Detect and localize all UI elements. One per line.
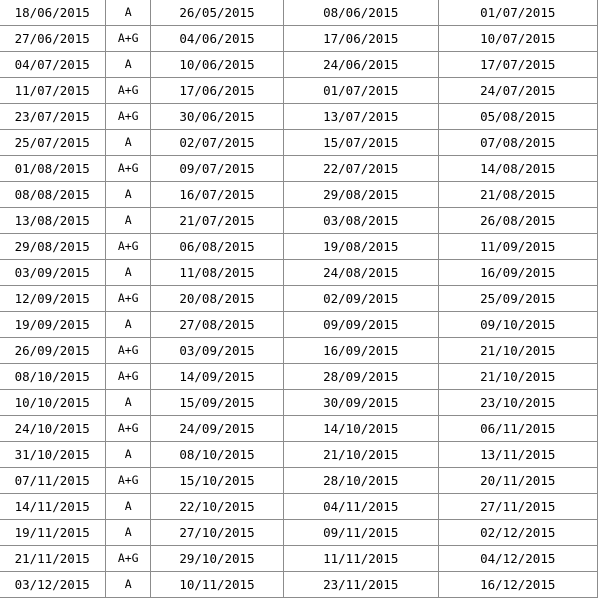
- date-cell-4[interactable]: 07/08/2015: [438, 130, 598, 156]
- date-cell-3[interactable]: 17/06/2015: [283, 26, 438, 52]
- date-cell-2[interactable]: 24/09/2015: [151, 416, 284, 442]
- date-cell-2[interactable]: 08/10/2015: [151, 442, 284, 468]
- date-cell-3[interactable]: 09/11/2015: [283, 520, 438, 546]
- date-cell-2[interactable]: 20/08/2015: [151, 286, 284, 312]
- table-row: [0, 234, 598, 260]
- date-cell[interactable]: 08/08/2015: [0, 182, 106, 208]
- table-row: [0, 104, 598, 130]
- date-cell[interactable]: 27/06/2015: [0, 26, 106, 52]
- date-cell-4[interactable]: 26/08/2015: [438, 208, 598, 234]
- table-row: [0, 494, 598, 520]
- date-cell-3[interactable]: 21/10/2015: [283, 442, 438, 468]
- table-row: [0, 286, 598, 312]
- date-cell[interactable]: 23/07/2015: [0, 104, 106, 130]
- date-cell-4[interactable]: 21/10/2015: [438, 338, 598, 364]
- date-cell-2[interactable]: 02/07/2015: [151, 130, 284, 156]
- date-cell-3[interactable]: 02/09/2015: [283, 286, 438, 312]
- code-cell[interactable]: A+G: [106, 364, 151, 390]
- date-cell[interactable]: 03/09/2015: [0, 260, 106, 286]
- date-cell-3[interactable]: 23/11/2015: [283, 572, 438, 598]
- date-cell-2[interactable]: 17/06/2015: [151, 78, 284, 104]
- date-cell-3[interactable]: 24/06/2015: [283, 52, 438, 78]
- table-row: [0, 442, 598, 468]
- date-cell[interactable]: 11/07/2015: [0, 78, 106, 104]
- date-cell[interactable]: 24/10/2015: [0, 416, 106, 442]
- date-cell-4[interactable]: 21/08/2015: [438, 182, 598, 208]
- code-cell[interactable]: A+G: [106, 156, 151, 182]
- date-cell[interactable]: 19/09/2015: [0, 312, 106, 338]
- table-row: [0, 390, 598, 416]
- code-cell[interactable]: A+G: [106, 468, 151, 494]
- date-cell[interactable]: 18/06/2015: [0, 0, 106, 26]
- code-cell[interactable]: A: [106, 494, 151, 520]
- date-cell-4[interactable]: 16/12/2015: [438, 572, 598, 598]
- date-cell[interactable]: 07/11/2015: [0, 468, 106, 494]
- date-cell[interactable]: 19/11/2015: [0, 520, 106, 546]
- date-cell-3[interactable]: 04/11/2015: [283, 494, 438, 520]
- date-cell-3[interactable]: 16/09/2015: [283, 338, 438, 364]
- date-cell-3[interactable]: 29/08/2015: [283, 182, 438, 208]
- table-row: [0, 546, 598, 572]
- date-cell-2[interactable]: 30/06/2015: [151, 104, 284, 130]
- date-cell-4[interactable]: 06/11/2015: [438, 416, 598, 442]
- table-row: [0, 182, 598, 208]
- code-cell[interactable]: A: [106, 520, 151, 546]
- code-cell[interactable]: A: [106, 52, 151, 78]
- code-cell[interactable]: A+G: [106, 104, 151, 130]
- date-cell-2[interactable]: 14/09/2015: [151, 364, 284, 390]
- code-cell[interactable]: A: [106, 182, 151, 208]
- date-cell-2[interactable]: 04/06/2015: [151, 26, 284, 52]
- date-cell-4[interactable]: 20/11/2015: [438, 468, 598, 494]
- table-row: [0, 208, 598, 234]
- date-cell[interactable]: 21/11/2015: [0, 546, 106, 572]
- code-cell[interactable]: A+G: [106, 338, 151, 364]
- date-cell-3[interactable]: 28/10/2015: [283, 468, 438, 494]
- date-cell-2[interactable]: 15/09/2015: [151, 390, 284, 416]
- table-row: [0, 0, 598, 26]
- date-cell-2[interactable]: 16/07/2015: [151, 182, 284, 208]
- code-cell[interactable]: A+G: [106, 286, 151, 312]
- table-row: [0, 416, 598, 442]
- code-cell[interactable]: A+G: [106, 234, 151, 260]
- table-row: [0, 156, 598, 182]
- date-cell-2[interactable]: 03/09/2015: [151, 338, 284, 364]
- code-cell[interactable]: A+G: [106, 546, 151, 572]
- date-cell[interactable]: 25/07/2015: [0, 130, 106, 156]
- date-cell-4[interactable]: 02/12/2015: [438, 520, 598, 546]
- date-cell[interactable]: 31/10/2015: [0, 442, 106, 468]
- date-cell-2[interactable]: 06/08/2015: [151, 234, 284, 260]
- date-cell-4[interactable]: 10/07/2015: [438, 26, 598, 52]
- date-cell-3[interactable]: 13/07/2015: [283, 104, 438, 130]
- code-cell[interactable]: A: [106, 390, 151, 416]
- code-cell[interactable]: A: [106, 260, 151, 286]
- table-row: [0, 78, 598, 104]
- code-cell[interactable]: A: [106, 208, 151, 234]
- code-cell[interactable]: A+G: [106, 78, 151, 104]
- date-cell-3[interactable]: 30/09/2015: [283, 390, 438, 416]
- date-cell-3[interactable]: 14/10/2015: [283, 416, 438, 442]
- date-cell-2[interactable]: 21/07/2015: [151, 208, 284, 234]
- date-cell-4[interactable]: 16/09/2015: [438, 260, 598, 286]
- date-cell-3[interactable]: 11/11/2015: [283, 546, 438, 572]
- code-cell[interactable]: A: [106, 312, 151, 338]
- table-row: [0, 130, 598, 156]
- table-row: [0, 338, 598, 364]
- date-cell-4[interactable]: 14/08/2015: [438, 156, 598, 182]
- date-cell[interactable]: 14/11/2015: [0, 494, 106, 520]
- code-cell[interactable]: A+G: [106, 416, 151, 442]
- date-cell-2[interactable]: 11/08/2015: [151, 260, 284, 286]
- date-cell[interactable]: 01/08/2015: [0, 156, 106, 182]
- date-cell-2[interactable]: 09/07/2015: [151, 156, 284, 182]
- table-row: [0, 52, 598, 78]
- date-cell-3[interactable]: 19/08/2015: [283, 234, 438, 260]
- date-cell-4[interactable]: 25/09/2015: [438, 286, 598, 312]
- date-cell-3[interactable]: 15/07/2015: [283, 130, 438, 156]
- date-cell-4[interactable]: 01/07/2015: [438, 0, 598, 26]
- date-cell[interactable]: 04/07/2015: [0, 52, 106, 78]
- table-row: [0, 364, 598, 390]
- date-cell[interactable]: 12/09/2015: [0, 286, 106, 312]
- date-cell-4[interactable]: 24/07/2015: [438, 78, 598, 104]
- date-cell-2[interactable]: 10/06/2015: [151, 52, 284, 78]
- table-row: [0, 26, 598, 52]
- table-row: [0, 468, 598, 494]
- date-cell-3[interactable]: 22/07/2015: [283, 156, 438, 182]
- date-cell-3[interactable]: 09/09/2015: [283, 312, 438, 338]
- date-cell-4[interactable]: 04/12/2015: [438, 546, 598, 572]
- date-cell-4[interactable]: 09/10/2015: [438, 312, 598, 338]
- date-cell-4[interactable]: 13/11/2015: [438, 442, 598, 468]
- date-cell-4[interactable]: 05/08/2015: [438, 104, 598, 130]
- table-row: [0, 312, 598, 338]
- date-cell-2[interactable]: 22/10/2015: [151, 494, 284, 520]
- date-cell-3[interactable]: 01/07/2015: [283, 78, 438, 104]
- date-cell-4[interactable]: 11/09/2015: [438, 234, 598, 260]
- date-cell-4[interactable]: 23/10/2015: [438, 390, 598, 416]
- table-row: [0, 572, 598, 598]
- code-cell[interactable]: A: [106, 572, 151, 598]
- table-row: [0, 520, 598, 546]
- date-cell-2[interactable]: 10/11/2015: [151, 572, 284, 598]
- date-cell-2[interactable]: 27/10/2015: [151, 520, 284, 546]
- date-cell-3[interactable]: 24/08/2015: [283, 260, 438, 286]
- date-cell-2[interactable]: 29/10/2015: [151, 546, 284, 572]
- code-cell[interactable]: A+G: [106, 26, 151, 52]
- code-cell[interactable]: A: [106, 130, 151, 156]
- date-cell-3[interactable]: 03/08/2015: [283, 208, 438, 234]
- date-cell-3[interactable]: 28/09/2015: [283, 364, 438, 390]
- date-cell[interactable]: 08/10/2015: [0, 364, 106, 390]
- date-cell-4[interactable]: 21/10/2015: [438, 364, 598, 390]
- date-cell-2[interactable]: 15/10/2015: [151, 468, 284, 494]
- date-cell-2[interactable]: 26/05/2015: [151, 0, 284, 26]
- date-cell-3[interactable]: 08/06/2015: [283, 0, 438, 26]
- code-cell[interactable]: A: [106, 0, 151, 26]
- table-row: [0, 260, 598, 286]
- date-cell[interactable]: 29/08/2015: [0, 234, 106, 260]
- code-cell[interactable]: A: [106, 442, 151, 468]
- date-cell-2[interactable]: 27/08/2015: [151, 312, 284, 338]
- date-cell-4[interactable]: 17/07/2015: [438, 52, 598, 78]
- date-cell[interactable]: 03/12/2015: [0, 572, 106, 598]
- date-cell[interactable]: 10/10/2015: [0, 390, 106, 416]
- date-cell-4[interactable]: 27/11/2015: [438, 494, 598, 520]
- date-cell[interactable]: 13/08/2015: [0, 208, 106, 234]
- date-cell[interactable]: 26/09/2015: [0, 338, 106, 364]
